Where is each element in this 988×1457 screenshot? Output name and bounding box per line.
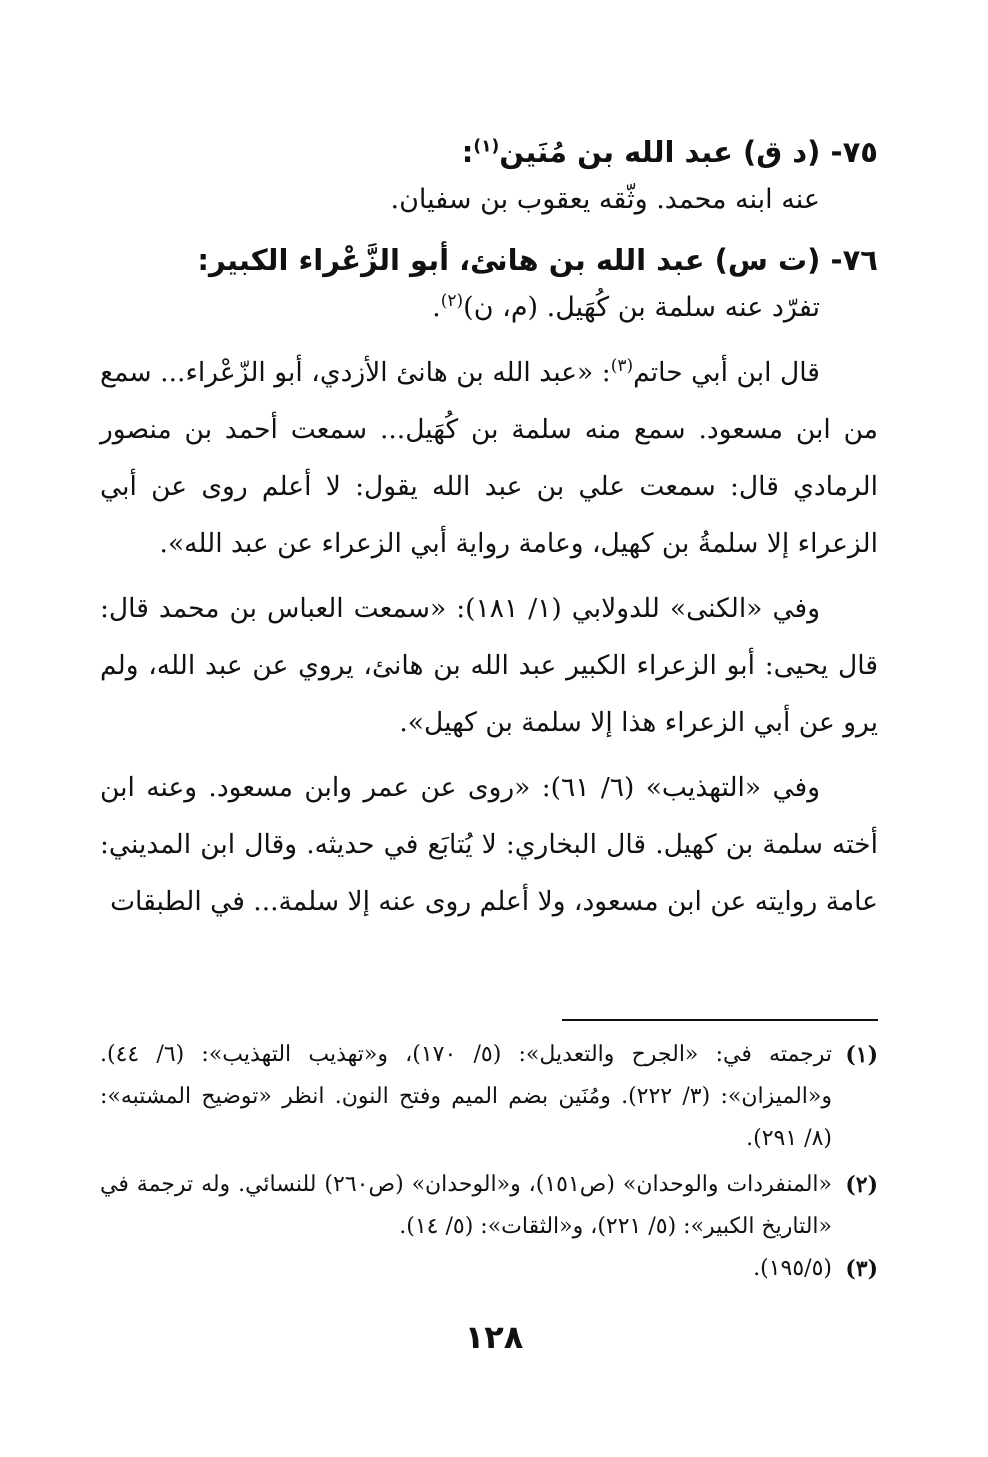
entry-line-tail: .: [432, 292, 441, 323]
footnote-ref[interactable]: (٣): [610, 356, 634, 377]
paragraph-tahdhib: وفي «التهذيب» (٦/ ٦١): «روى عن عمر وابن مسعود. وعنه ابن أخته سلمة بن كهيل. قال البخاري: لا يُتابَع في حديثه. وقال ابن المديني: عامة روايته عن ابن مسعود، ولا أعلم روى عنه إلا سلمة... في الطبقات: [100, 772, 878, 917]
footnotes: [100, 1034, 878, 1290]
main-text: [100, 128, 878, 930]
paragraph-text: : «عبد الله بن هانئ الأزدي، أبو الزّعْراء... سمع من ابن مسعود. سمع منه سلمة بن كُهَيل... سمعت أحمد بن منصور الرمادي قال: سمعت علي بن عبد الله يقول: لا أعلم روى عن أبي الزعراء إلا سلمةُ بن كهيل، وعامة رواية أبي الزعراء عن عبد الله».: [100, 357, 878, 559]
footnote-ref[interactable]: (٢): [440, 291, 464, 311]
entry-title-tail: :: [461, 135, 474, 169]
footnote-text: ترجمته في: «الجرح والتعديل»: (٥/ ١٧٠)، و«تهذيب التهذيب»: (٦/ ٤٤). و«الميزان»: (٣/ ٢٢٢). ومُنَين بضم الميم وفتح النون. انظر «توضيح المشتبه»: (٨/ ٢٩١).: [100, 1042, 833, 1151]
paragraph-kuna: وفي «الكنى» للدولابي (١/ ١٨١): «سمعت العباس بن محمد قال: قال يحيى: أبو الزعراء الكبير عبد الله بن هانئ، يروي عن عبد الله، ولم يرو عن أبي الزعراء هذا إلا سلمة بن كهيل».: [100, 593, 878, 738]
entry-number: ٧٦-: [830, 243, 878, 277]
footnote-number: (٢): [845, 1172, 878, 1198]
footnote-ref[interactable]: (١): [473, 136, 500, 157]
paragraph-abi-hatim: [100, 344, 878, 572]
entry-line-76: [100, 284, 878, 332]
entry-number: ٧٥-: [830, 135, 878, 169]
paragraph-text: قال ابن أبي حاتم: [633, 357, 820, 388]
footnote-number: (٣): [845, 1256, 878, 1282]
entry-line-75: عنه ابنه محمد. وثّقه يعقوب بن سفيان.: [390, 184, 820, 215]
entry-title: (ت س) عبد الله بن هانئ، أبو الزَّعْراء الكبير:: [197, 243, 821, 277]
footnote-divider: [562, 1019, 878, 1021]
page-number: ١٢٨: [464, 1318, 524, 1356]
entry-heading-75: [100, 128, 878, 176]
footnote-text: «المنفردات والوحدان» (ص١٥١)، و«الوحدان» (ص٢٦٠) للنسائي. وله ترجمة في «التاريخ الكبير»: (٥/ ٢٢١)، و«الثقات»: (٥/ ١٤).: [100, 1172, 832, 1239]
entry-title: (د ق) عبد الله بن مُنَين: [499, 135, 821, 169]
footnote-text: (١٩٥/٥).: [753, 1256, 832, 1281]
footnote-3: [100, 1248, 878, 1290]
footnote-number: (١): [845, 1042, 878, 1068]
footnote-1: [100, 1034, 878, 1160]
entry-heading-76: [100, 236, 878, 284]
entry-line-text: تفرّد عنه سلمة بن كُهَيل. (م، ن): [463, 292, 820, 323]
footnote-2: [100, 1164, 878, 1248]
